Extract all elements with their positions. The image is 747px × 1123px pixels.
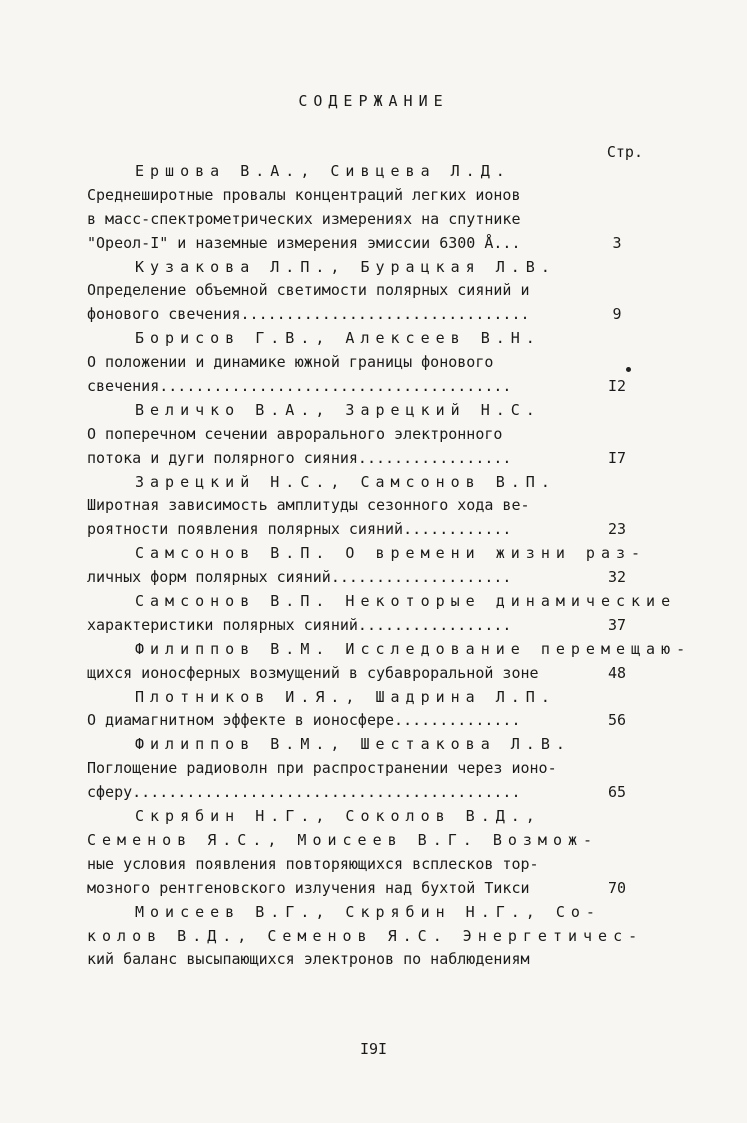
toc-page-number: 70 <box>607 878 627 897</box>
toc-title-text: Среднеширотные провалы концентраций легких ионов <box>87 185 521 204</box>
toc-line <box>87 733 647 757</box>
toc-authors: Филиппов В.М., Шестакова Л.В. <box>135 735 571 754</box>
toc-line <box>87 232 647 256</box>
toc-title-text: Поглощение радиоволн при распространении через ионо- <box>87 759 557 778</box>
toc-line <box>87 208 647 232</box>
toc-page-number: I2 <box>607 377 627 396</box>
page-column-header: Стр. <box>606 143 643 161</box>
toc-page-number: 48 <box>607 663 627 682</box>
toc-title-text: О диамагнитном эффекте в ионосфере.............. <box>87 711 521 730</box>
toc-line <box>87 303 647 327</box>
toc-authors: Борисов Г.В., Алексеев В.Н. <box>135 329 541 348</box>
toc-line <box>87 925 647 949</box>
toc-page-number: 37 <box>607 615 627 634</box>
toc-line <box>87 877 647 901</box>
toc-authors: колов В.Д., Семенов Я.С. Энергетичес- <box>87 926 644 945</box>
toc-line <box>87 614 647 638</box>
toc-authors: Самсонов В.П. О времени жизни раз- <box>135 544 647 563</box>
toc-line <box>87 757 647 781</box>
toc-line <box>87 447 647 471</box>
toc-line <box>87 279 647 303</box>
toc-page-number: 56 <box>607 711 627 730</box>
toc-line <box>87 351 647 375</box>
toc-title-text: личных форм полярных сияний.................... <box>87 568 512 587</box>
table-of-contents <box>87 160 692 972</box>
toc-line <box>87 518 647 542</box>
page-number: I9I <box>359 1040 388 1058</box>
toc-title-text: кий баланс высыпающихся электронов по наблюдениям <box>87 950 530 969</box>
page-title: СОДЕРЖАНИЕ <box>298 92 449 110</box>
toc-line <box>87 399 647 423</box>
toc-title-text: О поперечном сечении аврорального электронного <box>87 424 503 443</box>
toc-line <box>87 471 647 495</box>
toc-line <box>87 256 647 280</box>
toc-line <box>87 160 647 184</box>
toc-title-text: роятности появления полярных сияний............ <box>87 520 512 539</box>
toc-authors: Самсонов В.П. Некоторые динамические <box>135 592 677 611</box>
toc-line <box>87 948 647 972</box>
toc-page-number: I7 <box>607 448 627 467</box>
toc-line <box>87 590 677 614</box>
toc-authors: Плотников И.Я., Шадрина Л.П. <box>135 687 556 706</box>
toc-line <box>87 686 647 710</box>
toc-title-text: щихся ионосферных возмущений в субавроральной зоне <box>87 663 539 682</box>
toc-page-number: 9 <box>612 305 622 324</box>
toc-authors: Величко В.А., Зарецкий Н.С. <box>135 400 541 419</box>
toc-title-text: ные условия появления повторяющихся всплесков тор- <box>87 854 539 873</box>
toc-title-text: фонового свечения................................ <box>87 305 530 324</box>
toc-line <box>87 566 647 590</box>
toc-line <box>87 375 647 399</box>
toc-line <box>87 494 647 518</box>
toc-page-number: 3 <box>612 233 622 252</box>
toc-title-text: сферу........................................... <box>87 783 521 802</box>
toc-line <box>87 829 647 853</box>
toc-line <box>87 423 647 447</box>
toc-page-number: 23 <box>607 520 627 539</box>
toc-title-text: Определение объемной светимости полярных сияний и <box>87 281 530 300</box>
toc-line <box>87 542 647 566</box>
toc-title-text: О положении и динамике южной границы фонового <box>87 353 494 372</box>
toc-page-number: 32 <box>607 568 627 587</box>
toc-authors: Кузакова Л.П., Бурацкая Л.В. <box>135 257 556 276</box>
toc-title-text: "Ореол-I" и наземные измерения эмиссии 6300 Å... <box>87 233 521 252</box>
toc-authors: Моисеев В.Г., Скрябин Н.Г., Со- <box>135 902 601 921</box>
toc-line <box>87 662 647 686</box>
toc-line <box>87 853 647 877</box>
toc-authors: Скрябин Н.Г., Соколов В.Д., <box>135 807 541 826</box>
toc-title-text: мозного рентгеновского излучения над бухтой Тикси <box>87 878 530 897</box>
toc-line <box>87 184 647 208</box>
toc-line <box>87 781 647 805</box>
toc-authors: Зарецкий Н.С., Самсонов В.П. <box>135 472 556 491</box>
toc-authors: Филиппов В.М. Исследование перемещаю- <box>135 639 692 658</box>
ink-speck <box>626 367 631 372</box>
toc-title-text: потока и дуги полярного сияния................. <box>87 448 512 467</box>
toc-line <box>87 901 647 925</box>
toc-authors: Семенов Я.С., Моисеев В.Г. Возмож- <box>87 830 599 849</box>
toc-title-text: свечения....................................... <box>87 377 512 396</box>
toc-authors: Ершова В.А., Сивцева Л.Д. <box>135 162 511 180</box>
toc-title-text: характеристики полярных сияний................. <box>87 615 512 634</box>
toc-page-number: 65 <box>607 783 627 802</box>
toc-line <box>87 638 692 662</box>
toc-line <box>87 709 647 733</box>
toc-title-text: в масс-спектрометрических измерениях на спутнике <box>87 209 521 228</box>
toc-line <box>87 327 647 351</box>
toc-line <box>87 805 647 829</box>
toc-title-text: Широтная зависимость амплитуды сезонного хода ве- <box>87 496 530 515</box>
